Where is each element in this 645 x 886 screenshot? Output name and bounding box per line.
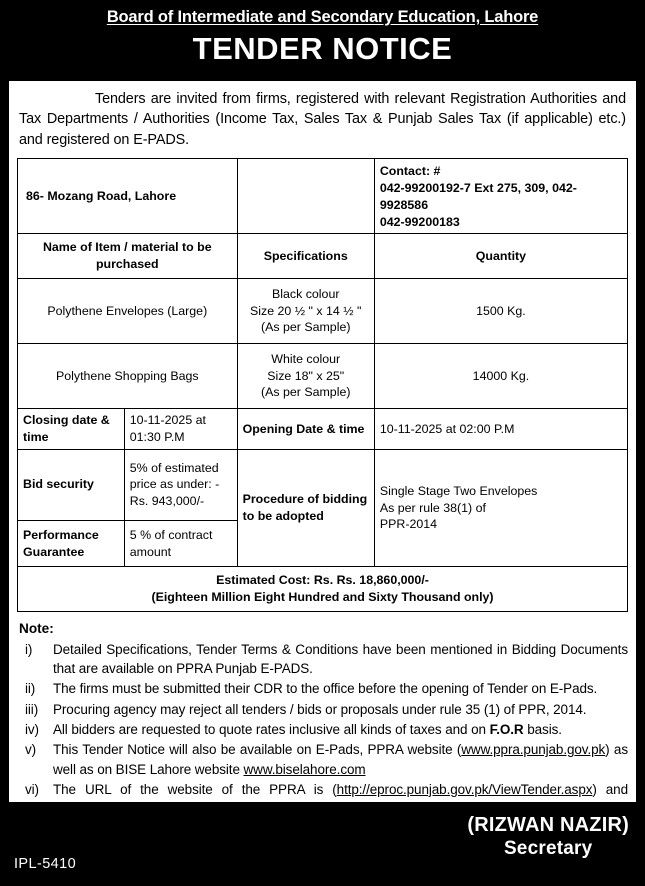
signatory-name: (RIZWAN NAZIR) — [467, 814, 629, 836]
note-text-suffix: basis. — [523, 721, 562, 737]
header-banner — [0, 0, 645, 72]
note-numeral: v) — [25, 742, 37, 758]
estimated-cost-cell — [18, 567, 628, 611]
column-header-quantity: Quantity — [374, 234, 627, 278]
page-title: TENDER NOTICE — [192, 30, 453, 66]
table-row-headers — [18, 234, 628, 278]
eproc-url-link[interactable]: http://eproc.punjab.gov.pk/ViewTender.aspx — [336, 781, 593, 797]
item-name: Polythene Envelopes (Large) — [18, 278, 238, 343]
spec-line-2: Size 20 ½ " x 14 ½ " — [250, 303, 362, 318]
note-text-prefix: The URL of the website of the PPRA is ( — [53, 781, 337, 797]
column-header-item: Name of Item / material to be purchased — [18, 234, 238, 278]
note-text: Procuring agency may reject all tenders / bids or proposals under rule 35 (1) of PPR, 2014. — [53, 701, 587, 717]
spec-line-2: Size 18" x 25" — [267, 368, 345, 383]
list-item — [17, 700, 628, 719]
note-text-prefix: All bidders are requested to quote rates inclusive all kinds of taxes and on — [53, 721, 490, 737]
item-specification — [237, 278, 374, 343]
contact-cell — [374, 159, 627, 234]
signatory-role: Secretary — [503, 838, 593, 860]
opening-date-value: 10-11-2025 at 02:00 P.M — [374, 409, 627, 449]
organization-title: Board of Intermediate and Secondary Education, Lahore — [106, 8, 539, 26]
list-item — [17, 740, 628, 779]
table-row-item — [18, 278, 628, 343]
notes-heading: Note: — [19, 620, 54, 636]
note-numeral: vi) — [25, 781, 39, 797]
spec-line-1: White colour — [271, 351, 341, 366]
item-quantity: 14000 Kg. — [374, 343, 627, 408]
note-numeral: i) — [25, 641, 33, 657]
contact-number-line-2: 042-99200183 — [379, 214, 460, 229]
table-row-address — [18, 159, 628, 234]
note-text-prefix: This Tender Notice will also be available on E-Pads, PPRA website ( — [53, 742, 462, 758]
closing-date-value: 10-11-2025 at 01:30 P.M — [124, 409, 237, 449]
note-text: Detailed Specifications, Tender Terms & Conditions have been mentioned in Bidding Documents that are available on PPRA Punjab E-PADS. — [53, 641, 628, 677]
spec-line-3: (As per Sample) — [260, 385, 351, 400]
opening-date-label: Opening Date & time — [237, 409, 374, 449]
note-numeral: ii) — [25, 681, 36, 697]
address-spacer-cell — [237, 159, 374, 234]
list-item — [17, 720, 628, 739]
table-row-closing-opening — [18, 409, 628, 449]
note-text-suffix: ) and — [592, 781, 628, 797]
contact-label: Contact: # — [379, 164, 441, 179]
procedure-line-2: As per rule 38(1) of — [379, 500, 486, 515]
spec-line-3: (As per Sample) — [260, 320, 351, 335]
note-text-middle: ) as well as on BISE Lahore website — [53, 742, 628, 777]
intro-paragraph: Tenders are invited from firms, registered with relevant Registration Authorities and Tax Departments / Authorities (Income Tax, Sales Tax & Punjab Sales Tax (if applicable) etc.) and registered on E-PADS. — [19, 91, 626, 148]
list-item — [17, 640, 628, 679]
procedure-label: Procedure of bidding to be adopted — [237, 449, 374, 567]
bid-security-label: Bid security — [18, 449, 125, 520]
performance-guarantee-value: 5 % of contract amount — [124, 520, 237, 566]
note-numeral: iv) — [25, 721, 39, 737]
reference-code: IPL-5410 — [14, 856, 77, 872]
table-row-item — [18, 343, 628, 408]
spec-line-1: Black colour — [271, 286, 340, 301]
office-address: 86- Mozang Road, Lahore — [18, 159, 238, 234]
list-item — [17, 679, 628, 698]
note-text-emphasis: F.O.R — [489, 721, 524, 737]
ppra-website-link[interactable]: www.ppra.punjab.gov.pk — [461, 742, 606, 758]
bid-security-value: 5% of estimated price as under: - Rs. 943,000/- — [124, 449, 237, 520]
item-quantity: 1500 Kg. — [374, 278, 627, 343]
procedure-value — [374, 449, 627, 567]
estimated-cost-amount: Estimated Cost: Rs. Rs. 18,860,000/- — [216, 573, 429, 588]
tender-details-table — [17, 158, 628, 611]
signature-block — [467, 813, 629, 861]
closing-date-label: Closing date & time — [18, 409, 125, 449]
procedure-line-1: Single Stage Two Envelopes — [379, 483, 538, 498]
bise-website-link[interactable]: www.biselahore.com — [243, 761, 366, 777]
table-row-bid-security — [18, 449, 628, 520]
table-row-estimated-cost — [18, 567, 628, 611]
estimated-cost-words: (Eighteen Million Eight Hundred and Sixty Thousand only) — [151, 590, 494, 605]
notice-body — [8, 80, 637, 803]
contact-number-line-1: 042-99200192-7 Ext 275, 309, 042-9928586 — [379, 181, 577, 212]
item-specification — [237, 343, 374, 408]
column-header-specifications: Specifications — [237, 234, 374, 278]
note-text: The firms must be submitted their CDR to the office before the opening of Tender on E-Pads. — [53, 681, 598, 697]
performance-guarantee-label: Performance Guarantee — [18, 520, 125, 566]
procedure-line-3: PPR-2014 — [379, 517, 438, 532]
note-numeral: iii) — [25, 701, 39, 717]
footer-banner — [0, 803, 645, 886]
item-name: Polythene Shopping Bags — [18, 343, 238, 408]
